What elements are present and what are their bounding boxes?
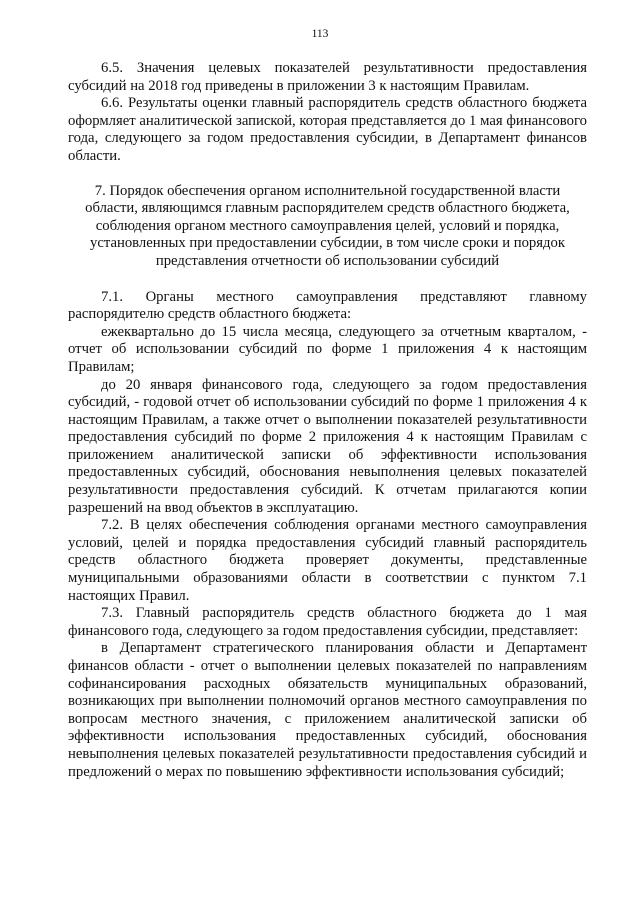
paragraph-6-6: 6.6. Результаты оценки главный распорядитель средств областного бюджета оформляет аналитической запиской, которая представляется до 1 мая финансового года, следующего за годом предоставления субсидии, в Департамент финансов области. [68,95,587,164]
paragraph-6-5: 6.5. Значения целевых показателей результативности предоставления субсидий на 2018 год приведены в приложении 3 к настоящим Правилам. [68,60,587,94]
paragraph-departments-report: в Департамент стратегического планирования области и Департамент финансов области - отчет о выполнении целевых показателей по направлениям софинансирования расходных обязательств муниципальных образований, возникающих при выполнении полномочий органов местного самоуправления по вопросам местного значения, с приложением аналитической записки об эффективности использования предоставленных субсидий, обоснования невыполнения целевых показателей результативности предоставления субсидий и предложений о мерах по повышению эффективности использования субсидий; [68,640,587,780]
paragraph-annual-report: до 20 января финансового года, следующего за годом предоставления субсидий, - годовой отчет об использовании субсидий по форме 1 приложения 4 к настоящим Правилам, а также отчет о выполнении показателей результативности предоставления субсидий по форме 2 приложения 4 к настоящим Правилам с приложением аналитической записки об эффективности использования предоставленных субсидий, обоснования невыполнения целевых показателей результативности предоставления субсидий. К отчетам прилагаются копии разрешений на ввод объектов в эксплуатацию. [68,376,587,516]
spacer [68,166,587,183]
paragraph-7-3: 7.3. Главный распорядитель средств областного бюджета до 1 мая финансового года, следующего за годом предоставления субсидии, представляет: [68,605,587,639]
document-body [68,60,587,781]
section-7-heading: 7. Порядок обеспечения органом исполнительной государственной власти области, являющимся главным распорядителем средств областного бюджета, соблюдения органом местного самоуправления целей, условий и порядка, установленных при предоставлении субсидии, в том числе сроки и порядок представления отчетности об использовании субсидий [85,182,570,269]
spacer [68,271,587,289]
paragraph-7-2: 7.2. В целях обеспечения соблюдения органами местного самоуправления условий, целей и порядка предоставления субсидий главный распорядитель средств областного бюджета проверяет документы, представленные муниципальными образованиями области в соответствии с пунктом 7.1 настоящих Правил. [68,517,587,604]
paragraph-7-1: 7.1. Органы местного самоуправления представляют главному распорядителю средств областного бюджета: [68,288,587,323]
paragraph-quarterly-report: ежеквартально до 15 числа месяца, следующего за отчетным кварталом, - отчет об использовании субсидий по форме 1 приложения 4 к настоящим Правилам; [68,323,587,375]
page-number: 113 [311,28,329,40]
